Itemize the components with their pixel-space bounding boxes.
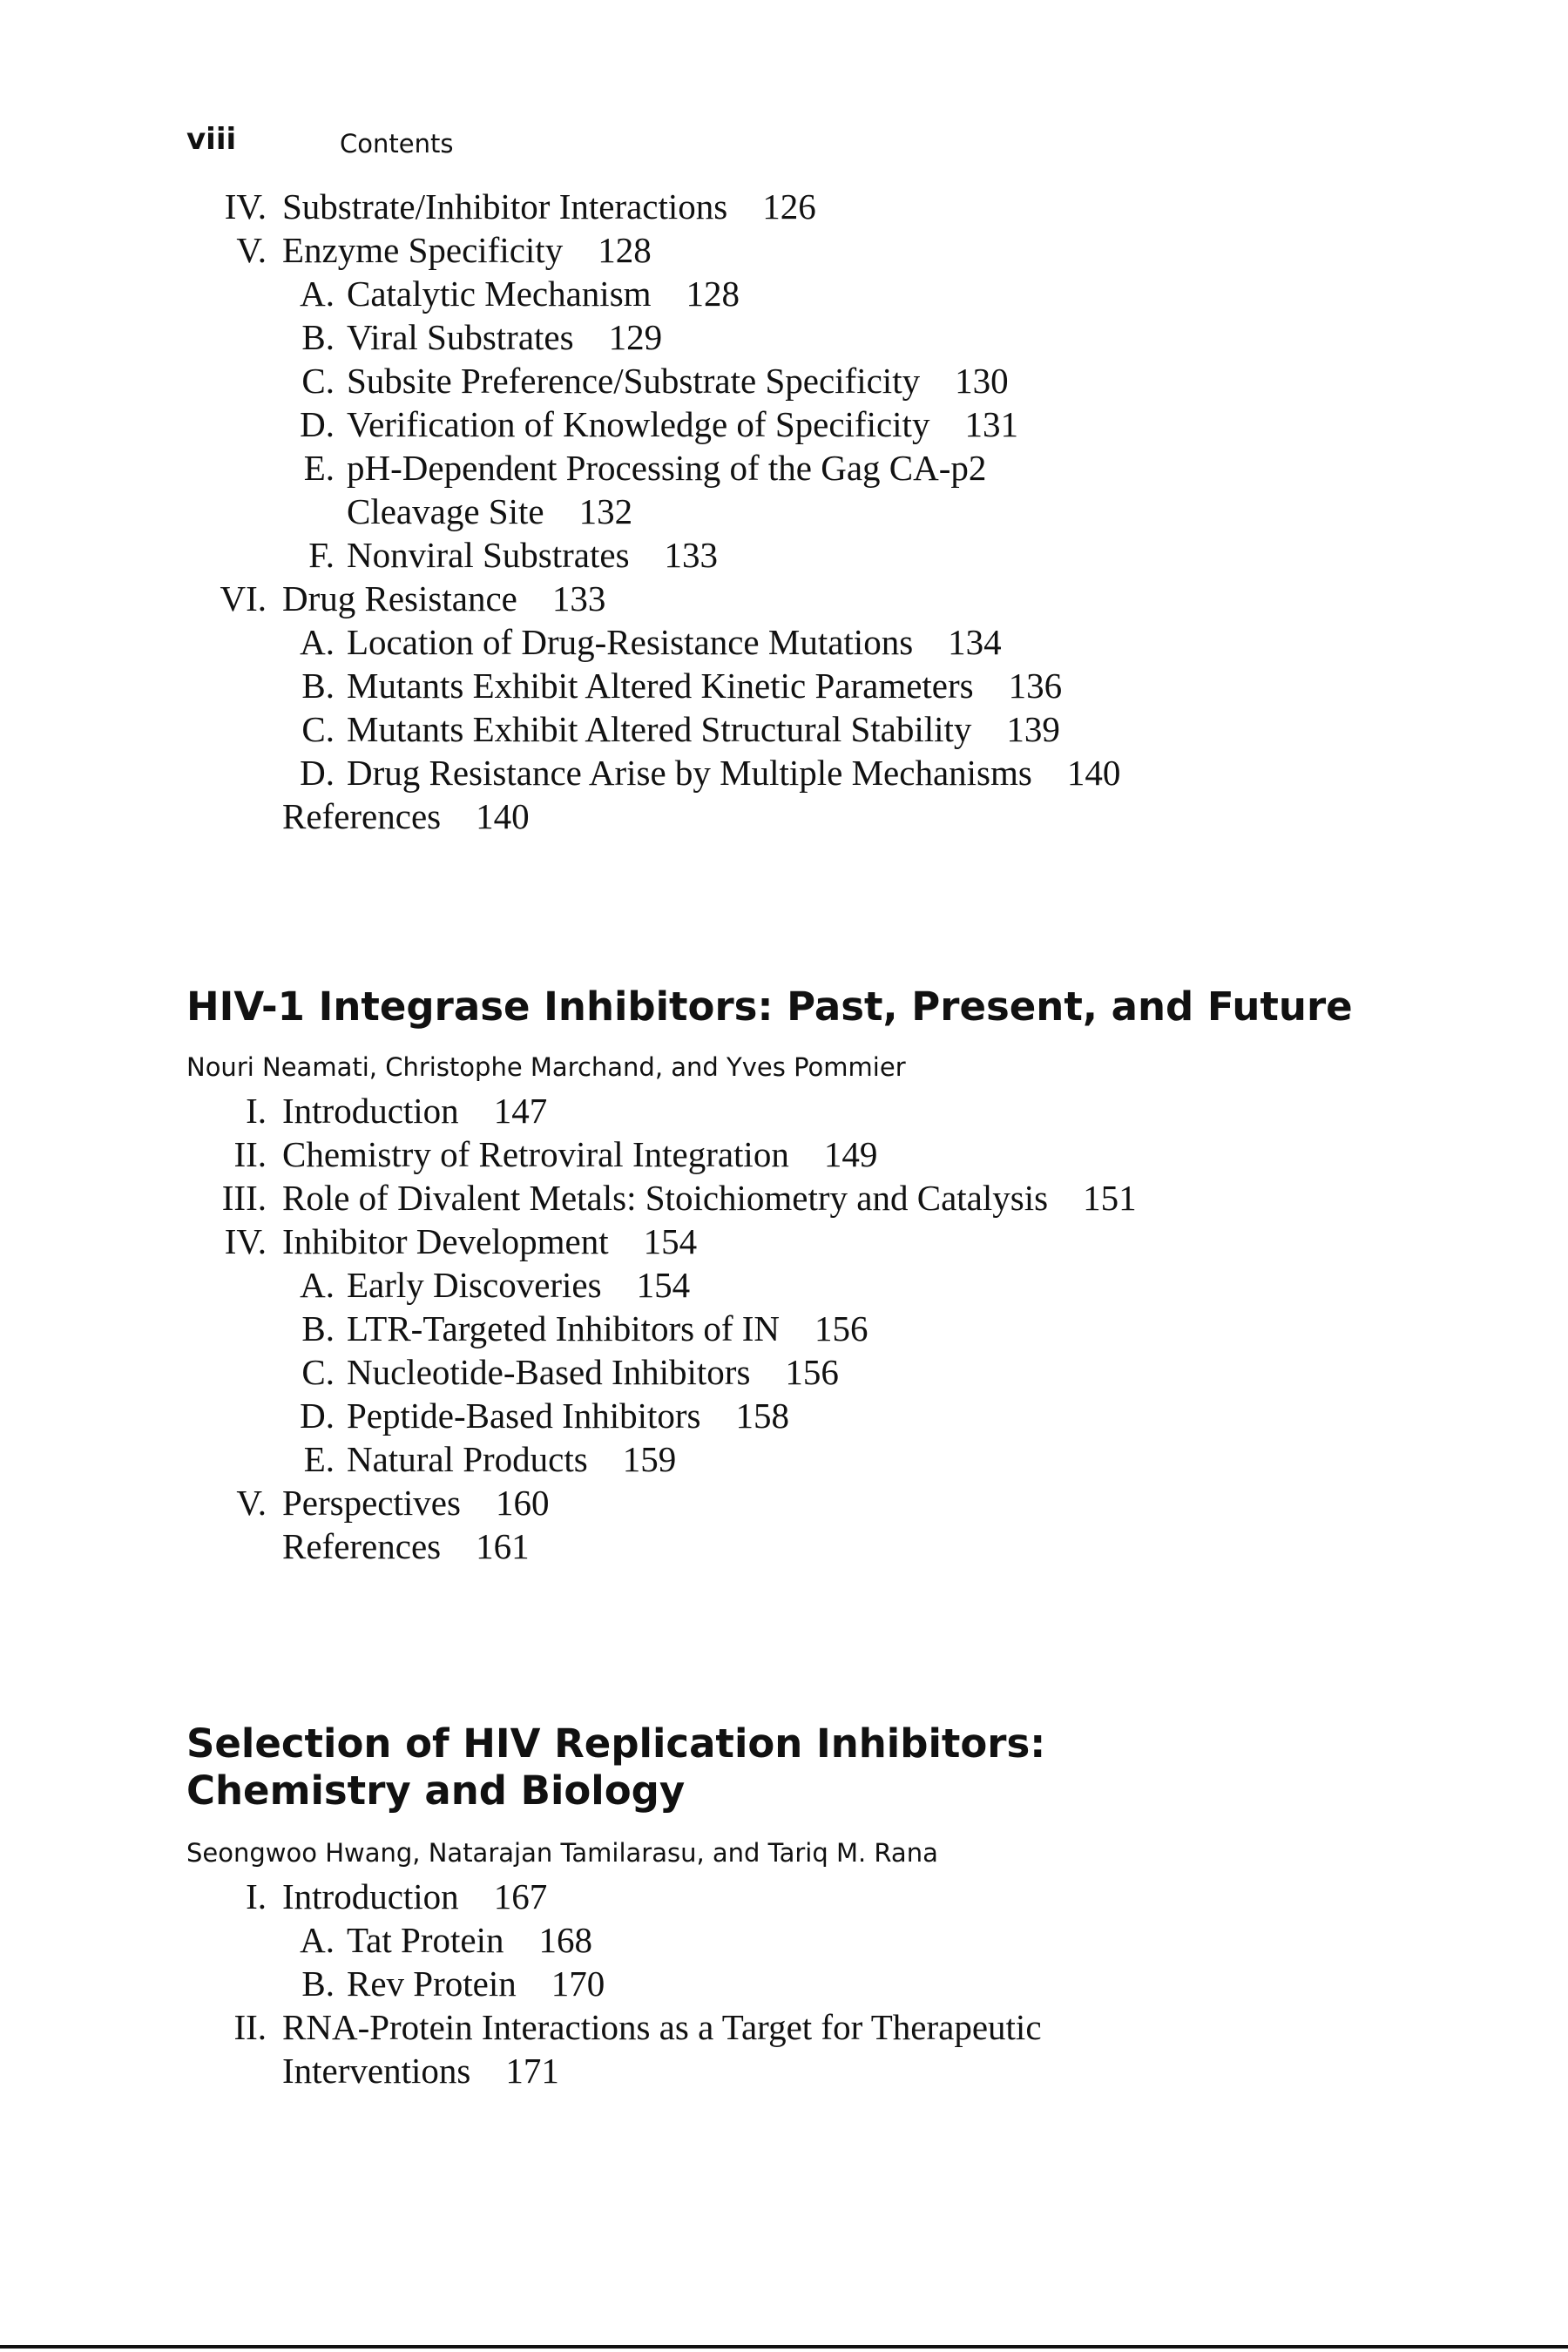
entry-page-number: 160 [495, 1483, 550, 1523]
toc-entry [0, 185, 1568, 228]
entry-label: C. [301, 1352, 335, 1392]
entry-title: Drug Resistance Arise by Multiple Mechanisms [347, 753, 1032, 793]
entry-label: A. [300, 274, 335, 314]
entry-title-line [347, 402, 1018, 446]
toc-entry [0, 620, 1568, 664]
toc-entry [0, 1307, 1568, 1350]
entry-page-number: 168 [538, 1920, 592, 1960]
entry-title-line [347, 272, 740, 315]
entry-page-number: 128 [598, 230, 652, 270]
entry-title: Location of Drug-Resistance Mutations [347, 622, 914, 662]
entry-title-line [282, 2049, 559, 2092]
entry-page-number: 131 [964, 404, 1018, 444]
entry-title: Substrate/Inhibitor Interactions [282, 186, 728, 226]
entry-page-number: 149 [823, 1134, 878, 1174]
toc-entry [0, 315, 1568, 359]
entry-title-line [347, 664, 1062, 707]
entry-title-line [282, 185, 816, 228]
entry-title: Cleavage Site [347, 491, 544, 531]
entry-label: II. [233, 1134, 267, 1174]
entry-title: Introduction [282, 1876, 459, 1916]
entry-page-number: 140 [1066, 753, 1121, 793]
entry-label: VI. [220, 578, 267, 618]
entry-title: Drug Resistance [282, 578, 517, 618]
entry-page-number: 132 [578, 491, 633, 531]
toc-entry [0, 228, 1568, 272]
entry-page-number: 151 [1083, 1178, 1137, 1218]
entry-title: Natural Products [347, 1439, 588, 1479]
entry-title-line [347, 1918, 592, 1962]
entry-label: IV. [224, 186, 267, 226]
toc-entry [0, 1437, 1568, 1481]
toc-entry [0, 1176, 1568, 1220]
entry-title: Mutants Exhibit Altered Structural Stability [347, 709, 972, 749]
toc-entry [0, 707, 1568, 751]
entry-label: III. [221, 1178, 267, 1218]
toc-entry [0, 272, 1568, 315]
entry-label: IV. [224, 1221, 267, 1261]
entry-page-number: 129 [608, 317, 663, 357]
entry-title: LTR-Targeted Inhibitors of IN [347, 1308, 781, 1348]
entry-page-number: 136 [1008, 666, 1063, 706]
chapter-title: HIV-1 Integrase Inhibitors: Past, Present, and Future [186, 983, 1353, 1030]
entry-page-number: 161 [476, 1526, 530, 1566]
entry-title-line [347, 1962, 605, 2005]
entry-title: Interventions [282, 2051, 471, 2091]
entry-title-line [347, 1394, 789, 1437]
toc-entry [0, 1394, 1568, 1437]
entry-title: Perspectives [282, 1483, 461, 1523]
toc-entry [0, 359, 1568, 402]
entry-title: Enzyme Specificity [282, 230, 564, 270]
toc-entry [0, 2049, 1568, 2092]
entry-label: I. [246, 1876, 267, 1916]
entry-title-line [347, 446, 986, 490]
entry-title-line [347, 620, 1002, 664]
entry-page-number: 156 [814, 1308, 868, 1348]
entry-title: Role of Divalent Metals: Stoichiometry and Catalysis [282, 1178, 1049, 1218]
toc-entry [0, 2005, 1568, 2049]
entry-page-number: 134 [948, 622, 1002, 662]
entry-page-number: 156 [785, 1352, 839, 1392]
entry-title-line [347, 315, 662, 359]
bottom-rule [0, 2345, 1568, 2349]
entry-title: Nonviral Substrates [347, 535, 630, 575]
entry-title-line [282, 1089, 547, 1132]
toc-entry [0, 1962, 1568, 2005]
toc-entry [0, 1220, 1568, 1263]
entry-title: References [282, 1526, 442, 1566]
entry-title-line [347, 1263, 690, 1307]
entry-page-number: 154 [636, 1265, 691, 1305]
entry-page-number: 171 [505, 2051, 559, 2091]
entry-title: RNA-Protein Interactions as a Target for Therapeutic [282, 2007, 1042, 2047]
entry-title: Subsite Preference/Substrate Specificity [347, 361, 921, 401]
entry-title: References [282, 796, 442, 836]
entry-label: B. [301, 1308, 335, 1348]
toc-entry [0, 490, 1568, 533]
entry-title-line [347, 1307, 868, 1350]
entry-title-line [282, 1481, 549, 1524]
entry-title: pH-Dependent Processing of the Gag CA-p2 [347, 448, 987, 488]
toc-entry [0, 533, 1568, 577]
toc-entry [0, 1350, 1568, 1394]
entry-label: II. [233, 2007, 267, 2047]
entry-label: V. [236, 230, 267, 270]
entry-page-number: 133 [664, 535, 719, 575]
toc-entry [0, 1875, 1568, 1918]
entry-label: B. [301, 1963, 335, 2004]
entry-label: I. [246, 1091, 267, 1131]
entry-page-number: 133 [551, 578, 606, 618]
entry-title-line [282, 1132, 877, 1176]
entry-title: Peptide-Based Inhibitors [347, 1396, 701, 1436]
entry-title-line [347, 533, 718, 577]
entry-title-line [282, 1875, 547, 1918]
entry-title: Rev Protein [347, 1963, 517, 2004]
entry-title-line [282, 794, 530, 838]
entry-title: Viral Substrates [347, 317, 574, 357]
entry-label: D. [300, 753, 335, 793]
chapter-title: Chemistry and Biology [186, 1767, 686, 1814]
entry-title: Mutants Exhibit Altered Kinetic Parameters [347, 666, 974, 706]
entry-page-number: 126 [762, 186, 816, 226]
toc-entry [0, 446, 1568, 490]
entry-title: Introduction [282, 1091, 459, 1131]
entry-label: F. [308, 535, 335, 575]
toc-entry [0, 1918, 1568, 1962]
entry-title-line [282, 1176, 1137, 1220]
entry-title-line [347, 751, 1120, 794]
entry-title-line [347, 1350, 839, 1394]
entry-title: Verification of Knowledge of Specificity [347, 404, 930, 444]
toc-entry [0, 794, 1568, 838]
entry-label: V. [236, 1483, 267, 1523]
toc-entry [0, 402, 1568, 446]
entry-page-number: 130 [955, 361, 1009, 401]
entry-label: C. [301, 709, 335, 749]
toc-entry [0, 1263, 1568, 1307]
entry-title-line [282, 577, 605, 620]
toc-entry [0, 1132, 1568, 1176]
entry-label: E. [303, 1439, 335, 1479]
entry-title: Nucleotide-Based Inhibitors [347, 1352, 751, 1392]
entry-title-line [347, 1437, 676, 1481]
toc-entry [0, 577, 1568, 620]
entry-label: A. [300, 622, 335, 662]
entry-page-number: 139 [1006, 709, 1060, 749]
entry-title: Chemistry of Retroviral Integration [282, 1134, 789, 1174]
entry-page-number: 140 [476, 796, 530, 836]
toc-entry [0, 1089, 1568, 1132]
entry-label: D. [300, 1396, 335, 1436]
entry-title: Tat Protein [347, 1920, 504, 1960]
entry-label: C. [301, 361, 335, 401]
entry-label: E. [303, 448, 335, 488]
entry-title-line [282, 2005, 1042, 2049]
entry-label: B. [301, 317, 335, 357]
entry-label: A. [300, 1265, 335, 1305]
entry-page-number: 170 [551, 1963, 605, 2004]
entry-title-line [347, 359, 1009, 402]
entry-page-number: 167 [493, 1876, 548, 1916]
chapter-authors: Seongwoo Hwang, Natarajan Tamilarasu, and Tariq M. Rana [186, 1838, 938, 1868]
entry-title: Catalytic Mechanism [347, 274, 652, 314]
entry-label: D. [300, 404, 335, 444]
page-number: viii [186, 122, 237, 157]
entry-page-number: 147 [493, 1091, 548, 1131]
entry-title-line [347, 490, 632, 533]
entry-title: Inhibitor Development [282, 1221, 609, 1261]
entry-page-number: 154 [643, 1221, 698, 1261]
entry-title-line [282, 228, 652, 272]
toc-entry [0, 1481, 1568, 1524]
entry-title-line [282, 1220, 697, 1263]
entry-page-number: 158 [735, 1396, 790, 1436]
running-head: Contents [340, 129, 454, 159]
entry-title-line [282, 1524, 530, 1568]
entry-page-number: 159 [622, 1439, 677, 1479]
entry-title-line [347, 707, 1060, 751]
chapter-title: Selection of HIV Replication Inhibitors: [186, 1720, 1046, 1767]
entry-title: Early Discoveries [347, 1265, 602, 1305]
entry-label: A. [300, 1920, 335, 1960]
entry-label: B. [301, 666, 335, 706]
toc-entry [0, 751, 1568, 794]
entry-page-number: 128 [686, 274, 740, 314]
toc-entry [0, 664, 1568, 707]
toc-entry [0, 1524, 1568, 1568]
chapter-authors: Nouri Neamati, Christophe Marchand, and Yves Pommier [186, 1052, 906, 1082]
